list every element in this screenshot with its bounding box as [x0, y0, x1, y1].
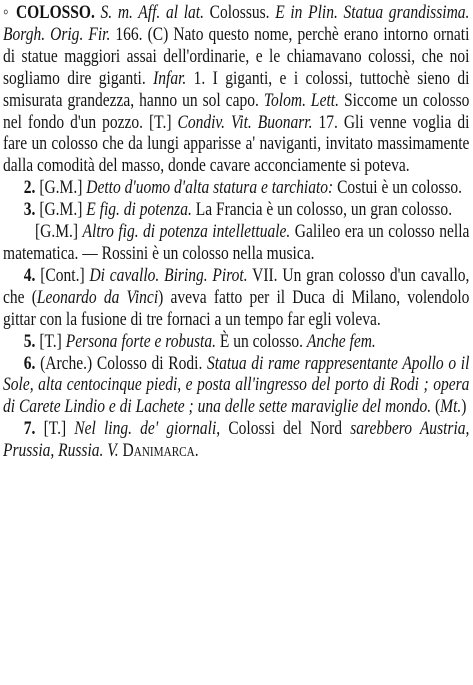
italic-run: S. m. Aff. al lat.: [94, 2, 204, 23]
sense-paragraph: [3, 418, 469, 462]
entry-main: [3, 2, 469, 177]
text-run: [T.]: [35, 330, 66, 352]
text-run: È un colosso.: [215, 330, 307, 352]
italic-run: Nel ling. de' giornali: [74, 418, 217, 440]
text-run: 166. (C) Nato questo nome, perchè erano intorno ornati di statue maggiori assai dell'ordinarie, e le chiamavano colossi, che noi sogliamo dire giganti.: [3, 23, 470, 89]
sense-paragraph: [3, 353, 469, 419]
italic-run: Statua di rame rappresentante Apollo o il Sole, alta centocinque piedi, e posta all'ingresso del porto di Rodi ; opera di Carete Lindio e di Lachete ; una delle sette maraviglie del mondo.: [3, 352, 470, 418]
italic-run: sarebbero Austria, Prussia, Russia. V.: [3, 418, 470, 462]
italic-run: Mt.: [440, 396, 462, 418]
text-run: 17. Gli venne voglia di fare un colosso che da lungi apparisse a' naviganti, invitato massimamente dalla comodità del masso, donde cavare acconciamente si poteva.: [3, 111, 470, 177]
italic-run: Persona forte e robusta.: [65, 330, 216, 352]
sense-number: 3.: [23, 199, 36, 221]
text-run: ) aveva fatto per il Duca di Milano, volendolo gittar con la fusione di tre fornaci a un tempo far egli voleva.: [3, 286, 470, 330]
sense-number: 5.: [23, 330, 36, 352]
sense-paragraph: [3, 177, 469, 199]
text-run: Colossus.: [203, 2, 276, 23]
text-run: 1. I giganti, e i colossi, tuttochè sieno di smisurata grandezza, hanno un sol capo.: [3, 67, 470, 111]
italic-run: Tolom. Lett.: [263, 89, 339, 111]
text-run: Costui è un colosso.: [333, 177, 463, 199]
sense-number: 4.: [23, 264, 36, 286]
text-run: [Cont.]: [35, 264, 90, 286]
text-run: [G.M.]: [35, 221, 83, 243]
italic-run: Leonardo da Vinci: [36, 286, 159, 308]
sense-paragraph: [3, 265, 469, 331]
italic-run: E fig. di potenza.: [86, 199, 192, 221]
text-run: Siccome un colosso nel fondo d'un pozzo. [T.]: [3, 89, 470, 133]
text-run: , Colossi del Nord: [216, 418, 351, 440]
italic-run: Di cavallo. Biring. Pirot.: [89, 264, 248, 286]
sense-paragraph: [3, 199, 469, 221]
text-run: La Francia è un colosso, un gran colosso.: [191, 199, 453, 221]
text-run: (: [431, 396, 441, 418]
text-run: [G.M.]: [35, 177, 87, 199]
italic-run: E in Plin. Statua grandissima. Borgh. Orig. Fir.: [3, 2, 470, 45]
dictionary-page: [3, 2, 470, 462]
text-run: (Arche.) Colosso di Rodi.: [35, 352, 207, 374]
italic-run: Anche fem.: [306, 330, 376, 352]
smallcaps-run: Danimarca.: [122, 440, 199, 462]
text-run: Galileo era un colosso nella matematica. — Rossini è un colosso nella musica.: [3, 221, 470, 264]
text-run: [G.M.]: [35, 199, 87, 221]
italic-run: Condiv. Vit. Buonarr.: [177, 111, 313, 133]
italic-run: Detto d'uomo d'alta statura e tarchiato:: [86, 177, 334, 199]
sense-number: 6.: [23, 352, 36, 374]
italic-run: Infar.: [153, 67, 187, 89]
sense-paragraph: [3, 331, 469, 353]
text-run: ): [461, 396, 467, 418]
sense-number: 7.: [23, 418, 36, 440]
headword: COLOSSO.: [15, 2, 95, 23]
text-run: [T.]: [35, 418, 75, 440]
entry-body: [3, 2, 469, 176]
sense-number: 2.: [23, 177, 36, 199]
senses-list: [3, 177, 469, 462]
sense-paragraph: [3, 221, 469, 265]
italic-run: Altro fig. di potenza intellettuale.: [82, 221, 291, 243]
entry-marker: ◦: [3, 2, 11, 23]
text-run: VII. Un gran colosso d'un cavallo, che (: [3, 264, 470, 308]
dictionary-column: [3, 2, 469, 462]
